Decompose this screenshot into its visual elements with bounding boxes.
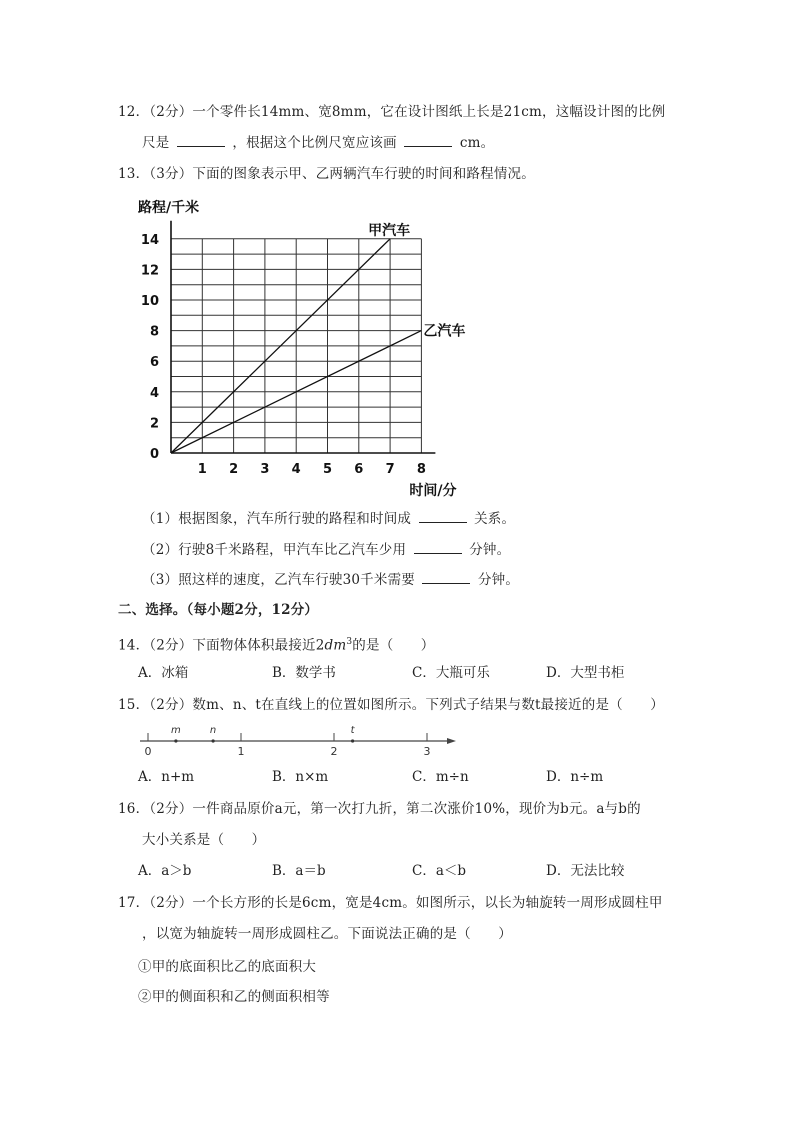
x-tick-label: 6 — [354, 462, 364, 477]
x-tick-label: 4 — [291, 462, 301, 477]
number-line-tick-label: 2 — [330, 745, 338, 758]
q15-options — [0, 767, 794, 787]
x-tick-label: 2 — [229, 462, 239, 477]
q12-text-a: 尺是 — [142, 135, 170, 151]
q13-sub1 — [142, 508, 515, 529]
q15-option-c[interactable]: C．m÷n — [412, 769, 469, 785]
series-label-1: 甲汽车 — [368, 222, 411, 239]
q16-option-d[interactable]: D．无法比较 — [546, 863, 625, 879]
q15-option-d[interactable]: D．n÷m — [546, 769, 604, 785]
q16-line2: 大小关系是（ ） — [142, 832, 266, 848]
q12-line1: 12．（2分）一个零件长14mm、宽8mm，它在设计图纸上长是21cm，这幅设计图的比例 — [118, 104, 666, 120]
y-axis-label: 路程/千米 — [138, 200, 200, 216]
number-line-tick-label: 1 — [237, 745, 245, 758]
q14-exponent: 3 — [346, 637, 353, 647]
x-tick-label: 5 — [322, 462, 333, 477]
q14-option-b[interactable]: B．数学书 — [272, 665, 336, 681]
q15-stem: 15．（2分）数m、n、t在直线上的位置如图所示。下列式子结果与数t最接近的是（ ） — [118, 697, 664, 713]
q16-option-b[interactable]: B．a＝b — [272, 863, 326, 879]
y-tick-label: 4 — [149, 385, 159, 401]
q14-unit: dm — [324, 637, 347, 654]
q12-text-b: ，根据这个比例尺宽应该画 — [232, 135, 397, 151]
q14-option-a[interactable]: A．冰箱 — [138, 665, 189, 681]
q16-line1: 16．（2分）一件商品原价a元，第一次打九折，第二次涨价10%，现价为b元。a与b的 — [118, 801, 641, 817]
q13-sub3-tail: 分钟。 — [477, 572, 520, 588]
graph-axes — [171, 221, 435, 453]
x-axis-label: 时间/分 — [409, 483, 457, 499]
q15-option-b[interactable]: B．n×m — [272, 769, 329, 785]
number-line-point-label: m — [171, 725, 181, 736]
q13-sub3-text: （3）照这样的速度，乙汽车行驶30千米需要 — [142, 572, 415, 588]
y-tick-label: 10 — [140, 294, 159, 309]
y-tick-label: 12 — [140, 263, 159, 279]
x-tick-label: 1 — [197, 462, 207, 477]
q17-line2: ，以宽为轴旋转一周形成圆柱乙。下面说法正确的是（ ） — [142, 926, 512, 942]
distance-time-graph — [138, 196, 483, 501]
q13-sub1-tail: 关系。 — [474, 511, 516, 527]
y-tick-label: 14 — [140, 232, 159, 248]
x-tick-label: 7 — [385, 462, 395, 477]
q14-stem-b: 的是（ ） — [352, 637, 435, 654]
number-line — [138, 719, 463, 761]
y-tick-label: 8 — [149, 324, 159, 340]
number-line-point-label: n — [209, 725, 217, 736]
number-line-point — [174, 739, 177, 742]
number-line-point — [212, 739, 215, 742]
y-tick-label: 2 — [149, 416, 159, 432]
q13-blank-1[interactable] — [419, 508, 467, 523]
y-tick-label: 0 — [149, 447, 159, 462]
q12-line2 — [142, 132, 494, 153]
q14-stem-a: 14．（2分）下面物体体积最接近2 — [118, 637, 325, 654]
q15-option-a[interactable]: A．n+m — [138, 769, 195, 785]
q16-option-a[interactable]: A．a＞b — [138, 863, 192, 879]
q14-option-c[interactable]: C．大瓶可乐 — [412, 665, 490, 681]
number-line-point — [351, 739, 354, 742]
q13-sub1-text: （1）根据图象，汽车所行驶的路程和时间成 — [142, 511, 412, 527]
q14-stem — [118, 632, 435, 656]
q16-options — [0, 861, 794, 881]
q14-option-d[interactable]: D．大型书柜 — [546, 665, 625, 681]
q13-stem: 13．（3分）下面的图象表示甲、乙两辆汽车行驶的时间和路程情况。 — [118, 166, 535, 182]
q13-sub2 — [142, 539, 510, 560]
q13-sub2-text: （2）行驶8千米路程，甲汽车比乙汽车少用 — [142, 542, 407, 558]
q12-blank-2[interactable] — [404, 132, 452, 147]
q17-line1: 17．（2分）一个长方形的长是6cm，宽是4cm。如图所示，以长为轴旋转一周形成圆柱甲 — [118, 895, 663, 911]
number-line-point-label: t — [350, 725, 355, 736]
q12-blank-1[interactable] — [177, 132, 225, 147]
q14-options — [0, 663, 794, 683]
number-line-tick-label: 3 — [423, 745, 431, 758]
q17-item2: ②甲的侧面积和乙的侧面积相等 — [138, 989, 330, 1005]
graph-grid — [171, 239, 421, 453]
q13-blank-3[interactable] — [422, 569, 470, 584]
q13-sub3 — [142, 569, 519, 590]
q17-item1: ①甲的底面积比乙的底面积大 — [138, 959, 317, 975]
q16-option-c[interactable]: C．a＜b — [412, 863, 467, 879]
y-tick-label: 6 — [149, 355, 159, 371]
q12-text-c: cm。 — [459, 135, 495, 151]
number-line-tick-label: 0 — [144, 745, 152, 758]
x-tick-label: 8 — [416, 462, 426, 477]
number-line-arrow — [447, 738, 456, 744]
q13-blank-2[interactable] — [414, 539, 462, 554]
series-label-2: 乙汽车 — [423, 323, 466, 340]
q13-sub2-tail: 分钟。 — [469, 542, 511, 558]
x-tick-label: 3 — [260, 462, 270, 477]
section-heading: 二、选择。（每小题2分，12分） — [118, 602, 319, 618]
